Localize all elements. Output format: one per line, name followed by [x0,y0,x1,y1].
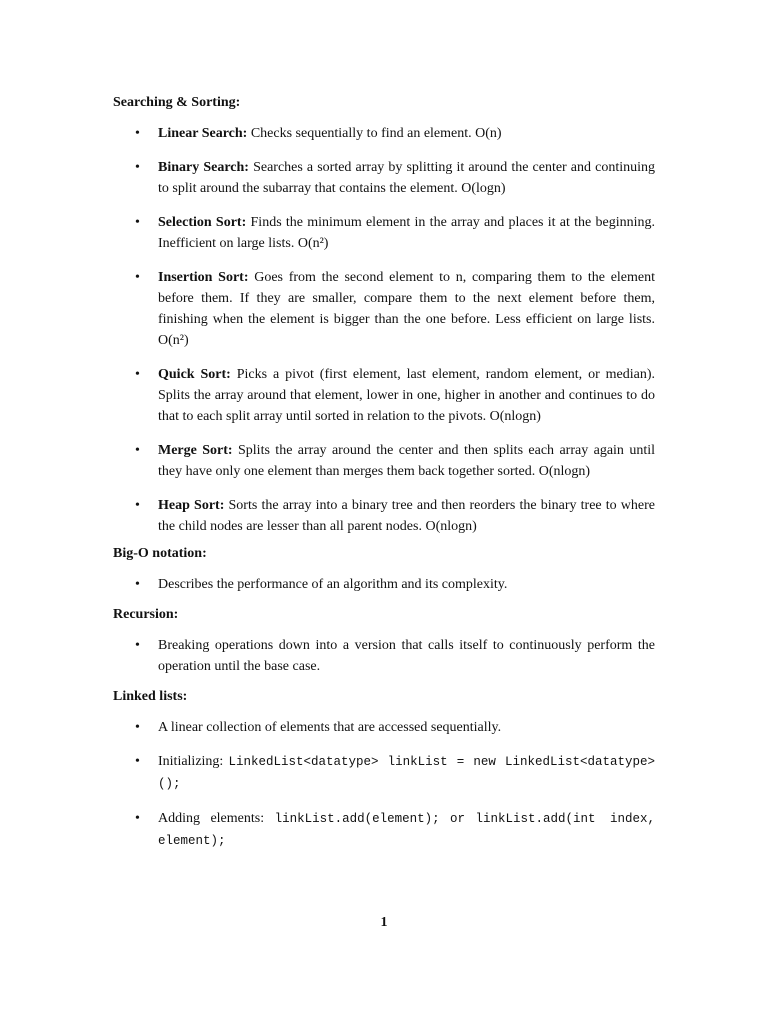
bullet-icon: • [135,754,140,769]
definition: Sorts the array into a binary tree and then reorders the binary tree to where the child nodes are lesser than all parent nodes. O(nlogn) [158,498,656,534]
definition: Searches a sorted array by splitting it around the center and continuing to split around the subarray that contains the element. O(logn) [158,160,655,196]
bullet-icon: • [135,270,140,285]
init-code: LinkedList<datatype> linkList = new LinkedList<datatype>(); [158,755,655,791]
list-item [113,808,655,852]
list-item [113,440,655,482]
linked-list [113,717,655,852]
term: Quick Sort: [158,367,231,382]
heading-recursion: Recursion: [113,607,179,622]
term: Heap Sort: [158,498,225,513]
list-item [113,574,655,595]
list-item [113,495,655,537]
bullet-icon: • [135,160,140,175]
definition: Breaking operations down into a version that calls itself to continuously perform the operation until the base case. [158,638,655,674]
term: Insertion Sort: [158,270,249,285]
document-content [113,92,655,865]
bullet-icon: • [135,215,140,230]
list-item [113,751,655,795]
definition: Goes from the second element to n, comparing them to the element before them. If they are smaller, compare them to the next element before them, finishing when the element is bigger than the one before. Less efficient on large lists. O(n²) [158,270,655,348]
heading-searching-sorting: Searching & Sorting: [113,95,241,110]
list-item [113,157,655,199]
term: Selection Sort: [158,215,247,230]
heading-big-o: Big-O notation: [113,546,207,561]
add-code-1: linkList.add(element); [274,812,440,826]
sorting-list [113,123,655,537]
bullet-icon: • [135,638,140,653]
term: Linear Search: [158,126,248,141]
page-number: 1 [380,915,388,930]
bullet-icon: • [135,577,140,592]
definition: Picks a pivot (first element, last element, random element, or median). Splits the array around that element, lower in one, higher in another and continues to do that to each split array until sorted in relation to the pivots. O(nlogn) [158,367,656,424]
bullet-icon: • [135,720,140,735]
term: Merge Sort: [158,443,233,458]
list-item [113,212,655,254]
definition: Finds the minimum element in the array and places it at the beginning. Inefficient on large lists. O(n²) [158,215,656,251]
definition: Checks sequentially to find an element. O(n) [250,126,502,141]
heading-linked-lists: Linked lists: [113,689,188,704]
definition: Describes the performance of an algorithm and its complexity. [158,577,508,592]
list-item [113,717,655,738]
definition: A linear collection of elements that are accessed sequentially. [158,720,502,735]
add-or: or [450,812,466,826]
term: Binary Search: [158,160,249,175]
bullet-icon: • [135,811,140,826]
list-item [113,123,655,144]
init-label: Initializing: [158,754,224,769]
bullet-icon: • [135,126,140,141]
recursion-list [113,635,655,677]
bigo-list [113,574,655,595]
definition: Splits the array around the center and then splits each array again until they have only one element than merges them back together sorted. O(nlogn) [158,443,656,479]
bullet-icon: • [135,367,140,382]
list-item [113,267,655,351]
add-code-2: linkList.add(int index, element); [158,812,655,848]
list-item [113,364,655,427]
list-item [113,635,655,677]
add-label: Adding elements: [158,811,265,826]
bullet-icon: • [135,443,140,458]
bullet-icon: • [135,498,140,513]
